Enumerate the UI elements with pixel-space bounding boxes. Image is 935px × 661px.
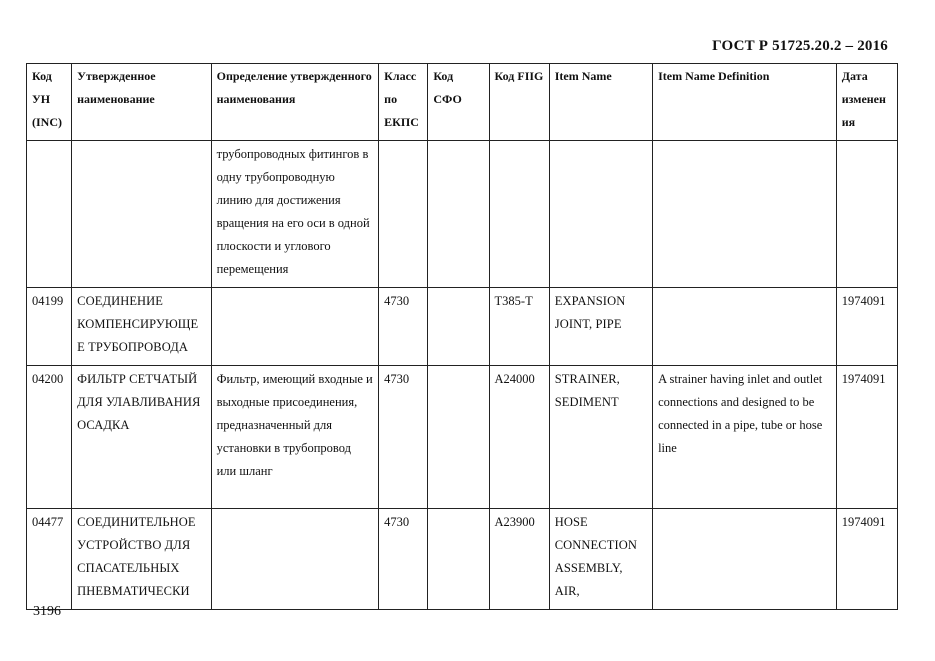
- table-header-row: [27, 64, 898, 141]
- cell-fiig: [489, 141, 549, 288]
- table-row: [27, 366, 898, 509]
- cell-definition-ru: Фильтр, имеющий входные и выходные присоединения, предназначенный для установки в трубопровод или шланг: [211, 366, 379, 509]
- cell-item-name-definition: A strainer having inlet and outlet connections and designed to be connected in a pipe, tube or hose line: [653, 366, 837, 509]
- header-item-name-definition: Item Name Definition: [653, 64, 837, 141]
- table-row: [27, 509, 898, 610]
- page-number: 3196: [33, 604, 61, 619]
- cell-item-name-definition: [653, 288, 837, 366]
- cell-definition-ru: трубопроводных фитингов в одну трубопроводную линию для достижения вращения на его оси в одной плоскости и углового перемещения: [211, 141, 379, 288]
- cell-name-ru: СОЕДИНЕНИЕ КОМПЕНСИРУЮЩЕЕ ТРУБОПРОВОДА: [72, 288, 211, 366]
- cell-class: 4730: [379, 288, 428, 366]
- cell-code: 04199: [27, 288, 72, 366]
- cell-item-name: [549, 141, 652, 288]
- cell-sfo: [428, 509, 489, 610]
- cell-fiig: T385-T: [489, 288, 549, 366]
- cell-date: 1974091: [836, 366, 897, 509]
- cell-name-ru: [72, 141, 211, 288]
- item-names-table: [26, 63, 898, 610]
- header-sfo: Код СФО: [428, 64, 489, 141]
- cell-definition-ru: [211, 509, 379, 610]
- cell-class: [379, 141, 428, 288]
- cell-sfo: [428, 141, 489, 288]
- cell-item-name: EXPANSION JOINT, PIPE: [549, 288, 652, 366]
- header-name-ru: Утвержденное наименование: [72, 64, 211, 141]
- table-row: [27, 141, 898, 288]
- cell-code: 04200: [27, 366, 72, 509]
- cell-date: [836, 141, 897, 288]
- cell-name-ru: ФИЛЬТР СЕТЧАТЫЙ ДЛЯ УЛАВЛИВАНИЯ ОСАДКА: [72, 366, 211, 509]
- cell-class: 4730: [379, 509, 428, 610]
- cell-item-name: STRAINER, SEDIMENT: [549, 366, 652, 509]
- cell-fiig: A24000: [489, 366, 549, 509]
- cell-item-name-definition: [653, 509, 837, 610]
- cell-class: 4730: [379, 366, 428, 509]
- cell-sfo: [428, 366, 489, 509]
- cell-date: 1974091: [836, 509, 897, 610]
- table-row: [27, 288, 898, 366]
- cell-code: [27, 141, 72, 288]
- cell-fiig: A23900: [489, 509, 549, 610]
- header-date: Дата изменения: [836, 64, 897, 141]
- cell-item-name-definition: [653, 141, 837, 288]
- cell-code: 04477: [27, 509, 72, 610]
- cell-definition-ru: [211, 288, 379, 366]
- header-fiig: Код FIIG: [489, 64, 549, 141]
- header-code: Код УН (INC): [27, 64, 72, 141]
- cell-date: 1974091: [836, 288, 897, 366]
- cell-sfo: [428, 288, 489, 366]
- document-standard-header: ГОСТ Р 51725.20.2 – 2016: [712, 38, 888, 54]
- header-item-name: Item Name: [549, 64, 652, 141]
- header-definition-ru: Определение утвержденного наименования: [211, 64, 379, 141]
- cell-item-name: HOSE CONNECTION ASSEMBLY, AIR,: [549, 509, 652, 610]
- cell-name-ru: СОЕДИНИТЕЛЬНОЕ УСТРОЙСТВО ДЛЯ СПАСАТЕЛЬНЫХ ПНЕВМАТИЧЕСКИ: [72, 509, 211, 610]
- header-class: Класс по ЕКПС: [379, 64, 428, 141]
